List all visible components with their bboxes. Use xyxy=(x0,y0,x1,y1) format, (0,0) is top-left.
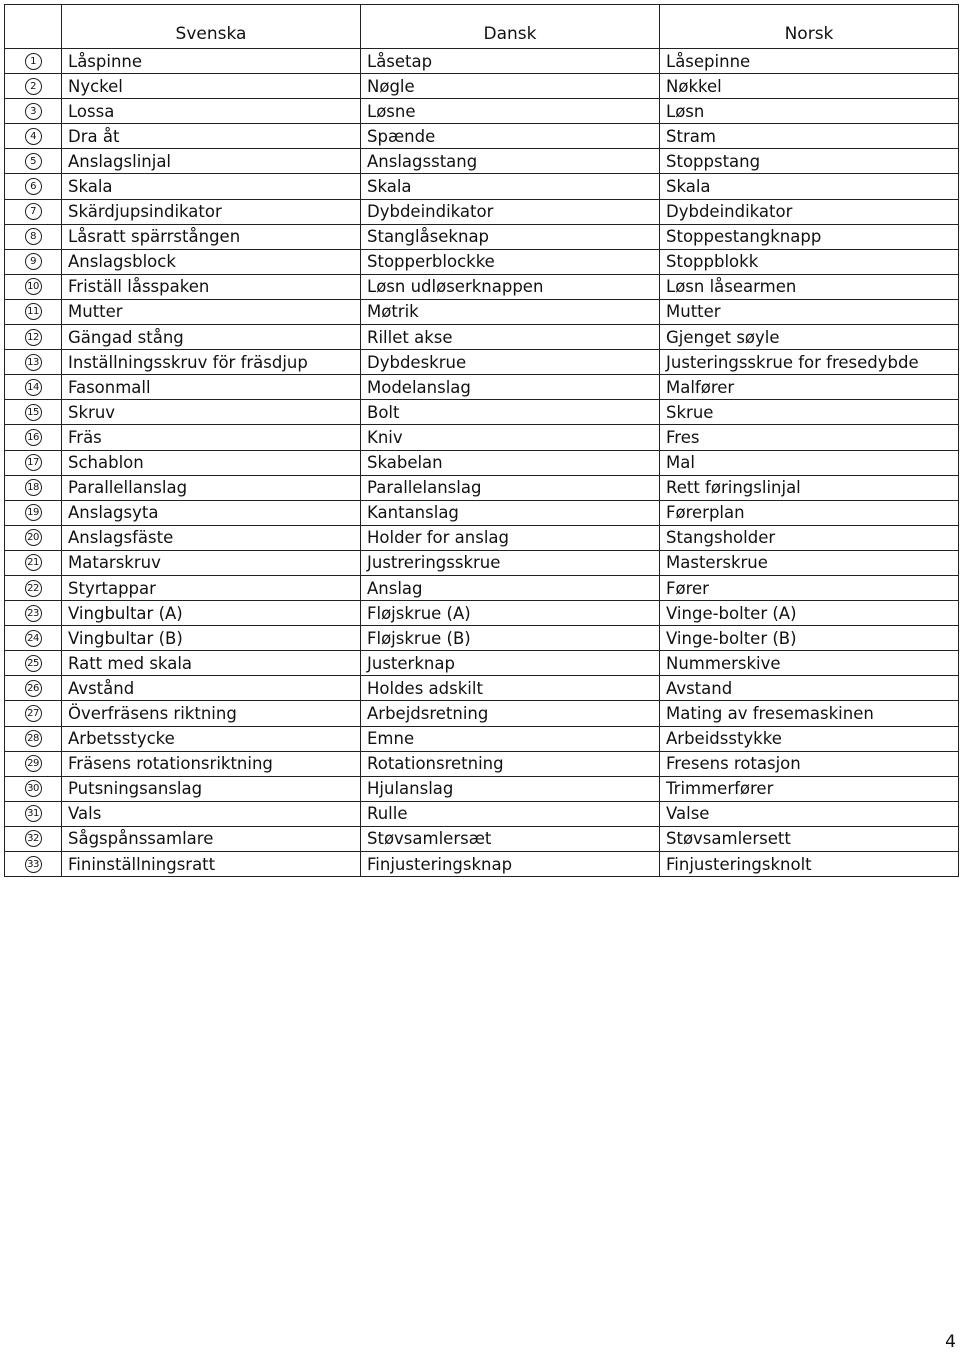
norsk-cell: Finjusteringsknolt xyxy=(660,852,959,877)
dansk-cell: Finjusteringsknap xyxy=(361,852,660,877)
svenska-cell: Vals xyxy=(62,801,361,826)
dansk-cell: Kantanslag xyxy=(361,500,660,525)
norsk-cell: Dybdeindikator xyxy=(660,199,959,224)
svenska-cell: Matarskruv xyxy=(62,550,361,575)
dansk-cell: Møtrik xyxy=(361,299,660,324)
item-number-cell xyxy=(5,500,62,525)
item-number-cell xyxy=(5,199,62,224)
circled-number: 10 xyxy=(25,278,42,295)
svenska-cell: Fininställningsratt xyxy=(62,852,361,877)
table-row xyxy=(5,726,959,751)
header-svenska: Svenska xyxy=(62,5,361,49)
dansk-cell: Modelanslag xyxy=(361,375,660,400)
table-row xyxy=(5,500,959,525)
table-row xyxy=(5,651,959,676)
norsk-cell: Skala xyxy=(660,174,959,199)
item-number-cell xyxy=(5,475,62,500)
dansk-cell: Arbejdsretning xyxy=(361,701,660,726)
item-number-cell xyxy=(5,325,62,350)
svenska-cell: Ratt med skala xyxy=(62,651,361,676)
dansk-cell: Låsetap xyxy=(361,49,660,74)
header-number xyxy=(5,5,62,49)
table-row xyxy=(5,249,959,274)
item-number-cell xyxy=(5,676,62,701)
norsk-cell: Løsn låsearmen xyxy=(660,274,959,299)
dansk-cell: Anslag xyxy=(361,575,660,600)
svenska-cell: Anslagsyta xyxy=(62,500,361,525)
norsk-cell: Stangsholder xyxy=(660,525,959,550)
circled-number: 23 xyxy=(25,605,42,622)
dansk-cell: Skala xyxy=(361,174,660,199)
circled-number: 27 xyxy=(25,705,42,722)
dansk-cell: Emne xyxy=(361,726,660,751)
norsk-cell: Malfører xyxy=(660,375,959,400)
circled-number: 28 xyxy=(25,730,42,747)
circled-number: 16 xyxy=(25,429,42,446)
dansk-cell: Rotationsretning xyxy=(361,751,660,776)
norsk-cell: Stoppstang xyxy=(660,149,959,174)
norsk-cell: Valse xyxy=(660,801,959,826)
dansk-cell: Hjulanslag xyxy=(361,776,660,801)
dansk-cell: Fløjskrue (A) xyxy=(361,601,660,626)
norsk-cell: Avstand xyxy=(660,676,959,701)
item-number-cell xyxy=(5,701,62,726)
circled-number: 30 xyxy=(25,780,42,797)
dansk-cell: Stopperblockke xyxy=(361,249,660,274)
item-number-cell xyxy=(5,776,62,801)
table-row xyxy=(5,676,959,701)
norsk-cell: Fører xyxy=(660,575,959,600)
table-row xyxy=(5,826,959,851)
svenska-cell: Inställningsskruv för fräsdjup xyxy=(62,350,361,375)
norsk-cell: Mutter xyxy=(660,299,959,324)
dansk-cell: Fløjskrue (B) xyxy=(361,626,660,651)
circled-number: 31 xyxy=(25,805,42,822)
item-number-cell xyxy=(5,99,62,124)
item-number-cell xyxy=(5,626,62,651)
table-row xyxy=(5,400,959,425)
header-dansk: Dansk xyxy=(361,5,660,49)
table-row xyxy=(5,224,959,249)
table-row xyxy=(5,601,959,626)
page-number: 4 xyxy=(945,1332,956,1352)
table-row xyxy=(5,626,959,651)
table-row xyxy=(5,325,959,350)
norsk-cell: Løsn xyxy=(660,99,959,124)
table-row xyxy=(5,124,959,149)
norsk-cell: Nummerskive xyxy=(660,651,959,676)
item-number-cell xyxy=(5,74,62,99)
svenska-cell: Avstånd xyxy=(62,676,361,701)
svenska-cell: Sågspånssamlare xyxy=(62,826,361,851)
svenska-cell: Skärdjupsindikator xyxy=(62,199,361,224)
svenska-cell: Anslagsfäste xyxy=(62,525,361,550)
circled-number: 8 xyxy=(25,228,42,245)
table-row xyxy=(5,49,959,74)
svenska-cell: Arbetsstycke xyxy=(62,726,361,751)
item-number-cell xyxy=(5,525,62,550)
table-row xyxy=(5,350,959,375)
svenska-cell: Vingbultar (A) xyxy=(62,601,361,626)
norsk-cell: Førerplan xyxy=(660,500,959,525)
dansk-cell: Dybdeskrue xyxy=(361,350,660,375)
norsk-cell: Stoppestangknapp xyxy=(660,224,959,249)
svenska-cell: Fräs xyxy=(62,425,361,450)
item-number-cell xyxy=(5,651,62,676)
norsk-cell: Masterskrue xyxy=(660,550,959,575)
norsk-cell: Låsepinne xyxy=(660,49,959,74)
circled-number: 11 xyxy=(25,303,42,320)
parts-table-container xyxy=(4,4,958,877)
item-number-cell xyxy=(5,852,62,877)
item-number-cell xyxy=(5,299,62,324)
table-row xyxy=(5,575,959,600)
item-number-cell xyxy=(5,149,62,174)
header-norsk: Norsk xyxy=(660,5,959,49)
item-number-cell xyxy=(5,801,62,826)
norsk-cell: Skrue xyxy=(660,400,959,425)
item-number-cell xyxy=(5,751,62,776)
dansk-cell: Løsne xyxy=(361,99,660,124)
table-row xyxy=(5,701,959,726)
table-row xyxy=(5,274,959,299)
item-number-cell xyxy=(5,375,62,400)
circled-number: 9 xyxy=(25,253,42,270)
item-number-cell xyxy=(5,550,62,575)
norsk-cell: Stram xyxy=(660,124,959,149)
svenska-cell: Låspinne xyxy=(62,49,361,74)
norsk-cell: Gjenget søyle xyxy=(660,325,959,350)
circled-number: 13 xyxy=(25,354,42,371)
table-row xyxy=(5,299,959,324)
table-row xyxy=(5,525,959,550)
item-number-cell xyxy=(5,174,62,199)
dansk-cell: Holdes adskilt xyxy=(361,676,660,701)
norsk-cell: Arbeidsstykke xyxy=(660,726,959,751)
item-number-cell xyxy=(5,249,62,274)
norsk-cell: Fres xyxy=(660,425,959,450)
dansk-cell: Rillet akse xyxy=(361,325,660,350)
circled-number: 6 xyxy=(25,178,42,195)
svenska-cell: Mutter xyxy=(62,299,361,324)
circled-number: 33 xyxy=(25,856,42,873)
svenska-cell: Fräsens rotationsriktning xyxy=(62,751,361,776)
table-row xyxy=(5,801,959,826)
dansk-cell: Rulle xyxy=(361,801,660,826)
circled-number: 17 xyxy=(25,454,42,471)
svenska-cell: Lossa xyxy=(62,99,361,124)
item-number-cell xyxy=(5,826,62,851)
dansk-cell: Løsn udløserknappen xyxy=(361,274,660,299)
table-row xyxy=(5,751,959,776)
circled-number: 5 xyxy=(25,153,42,170)
table-row xyxy=(5,550,959,575)
dansk-cell: Skabelan xyxy=(361,450,660,475)
svenska-cell: Vingbultar (B) xyxy=(62,626,361,651)
table-row xyxy=(5,149,959,174)
table-row xyxy=(5,375,959,400)
circled-number: 12 xyxy=(25,329,42,346)
item-number-cell xyxy=(5,274,62,299)
svenska-cell: Dra åt xyxy=(62,124,361,149)
table-row xyxy=(5,199,959,224)
circled-number: 4 xyxy=(25,128,42,145)
svenska-cell: Gängad stång xyxy=(62,325,361,350)
circled-number: 32 xyxy=(25,830,42,847)
svenska-cell: Skala xyxy=(62,174,361,199)
circled-number: 25 xyxy=(25,655,42,672)
circled-number: 15 xyxy=(25,404,42,421)
norsk-cell: Rett føringslinjal xyxy=(660,475,959,500)
table-row xyxy=(5,475,959,500)
svenska-cell: Låsratt spärrstången xyxy=(62,224,361,249)
table-row xyxy=(5,74,959,99)
circled-number: 29 xyxy=(25,755,42,772)
item-number-cell xyxy=(5,575,62,600)
circled-number: 26 xyxy=(25,680,42,697)
item-number-cell xyxy=(5,49,62,74)
item-number-cell xyxy=(5,726,62,751)
table-row xyxy=(5,425,959,450)
norsk-cell: Støvsamlersett xyxy=(660,826,959,851)
circled-number: 19 xyxy=(25,504,42,521)
table-row xyxy=(5,776,959,801)
dansk-cell: Støvsamlersæt xyxy=(361,826,660,851)
table-row xyxy=(5,174,959,199)
circled-number: 22 xyxy=(25,580,42,597)
dansk-cell: Dybdeindikator xyxy=(361,199,660,224)
norsk-cell: Nøkkel xyxy=(660,74,959,99)
norsk-cell: Stoppblokk xyxy=(660,249,959,274)
dansk-cell: Justreringsskrue xyxy=(361,550,660,575)
item-number-cell xyxy=(5,400,62,425)
circled-number: 7 xyxy=(25,203,42,220)
circled-number: 3 xyxy=(25,103,42,120)
svenska-cell: Styrtappar xyxy=(62,575,361,600)
norsk-cell: Mating av fresemaskinen xyxy=(660,701,959,726)
circled-number: 18 xyxy=(25,479,42,496)
dansk-cell: Parallelanslag xyxy=(361,475,660,500)
item-number-cell xyxy=(5,425,62,450)
table-body xyxy=(5,49,959,877)
dansk-cell: Holder for anslag xyxy=(361,525,660,550)
svenska-cell: Överfräsens riktning xyxy=(62,701,361,726)
table-header-row xyxy=(5,5,959,49)
circled-number: 14 xyxy=(25,379,42,396)
circled-number: 2 xyxy=(25,78,42,95)
circled-number: 1 xyxy=(25,53,42,70)
norsk-cell: Trimmerfører xyxy=(660,776,959,801)
circled-number: 20 xyxy=(25,529,42,546)
parts-translation-table xyxy=(4,4,959,877)
svenska-cell: Friställ låsspaken xyxy=(62,274,361,299)
norsk-cell: Mal xyxy=(660,450,959,475)
svenska-cell: Schablon xyxy=(62,450,361,475)
norsk-cell: Fresens rotasjon xyxy=(660,751,959,776)
dansk-cell: Spænde xyxy=(361,124,660,149)
dansk-cell: Stanglåseknap xyxy=(361,224,660,249)
norsk-cell: Vinge-bolter (B) xyxy=(660,626,959,651)
table-row xyxy=(5,450,959,475)
dansk-cell: Anslagsstang xyxy=(361,149,660,174)
dansk-cell: Nøgle xyxy=(361,74,660,99)
svenska-cell: Putsningsanslag xyxy=(62,776,361,801)
svenska-cell: Anslagslinjal xyxy=(62,149,361,174)
dansk-cell: Kniv xyxy=(361,425,660,450)
dansk-cell: Justerknap xyxy=(361,651,660,676)
norsk-cell: Justeringsskrue for fresedybde xyxy=(660,350,959,375)
item-number-cell xyxy=(5,350,62,375)
svenska-cell: Nyckel xyxy=(62,74,361,99)
item-number-cell xyxy=(5,450,62,475)
table-row xyxy=(5,99,959,124)
svenska-cell: Fasonmall xyxy=(62,375,361,400)
svenska-cell: Anslagsblock xyxy=(62,249,361,274)
circled-number: 24 xyxy=(25,630,42,647)
svenska-cell: Skruv xyxy=(62,400,361,425)
svenska-cell: Parallellanslag xyxy=(62,475,361,500)
table-row xyxy=(5,852,959,877)
dansk-cell: Bolt xyxy=(361,400,660,425)
circled-number: 21 xyxy=(25,554,42,571)
item-number-cell xyxy=(5,124,62,149)
item-number-cell xyxy=(5,601,62,626)
item-number-cell xyxy=(5,224,62,249)
norsk-cell: Vinge-bolter (A) xyxy=(660,601,959,626)
